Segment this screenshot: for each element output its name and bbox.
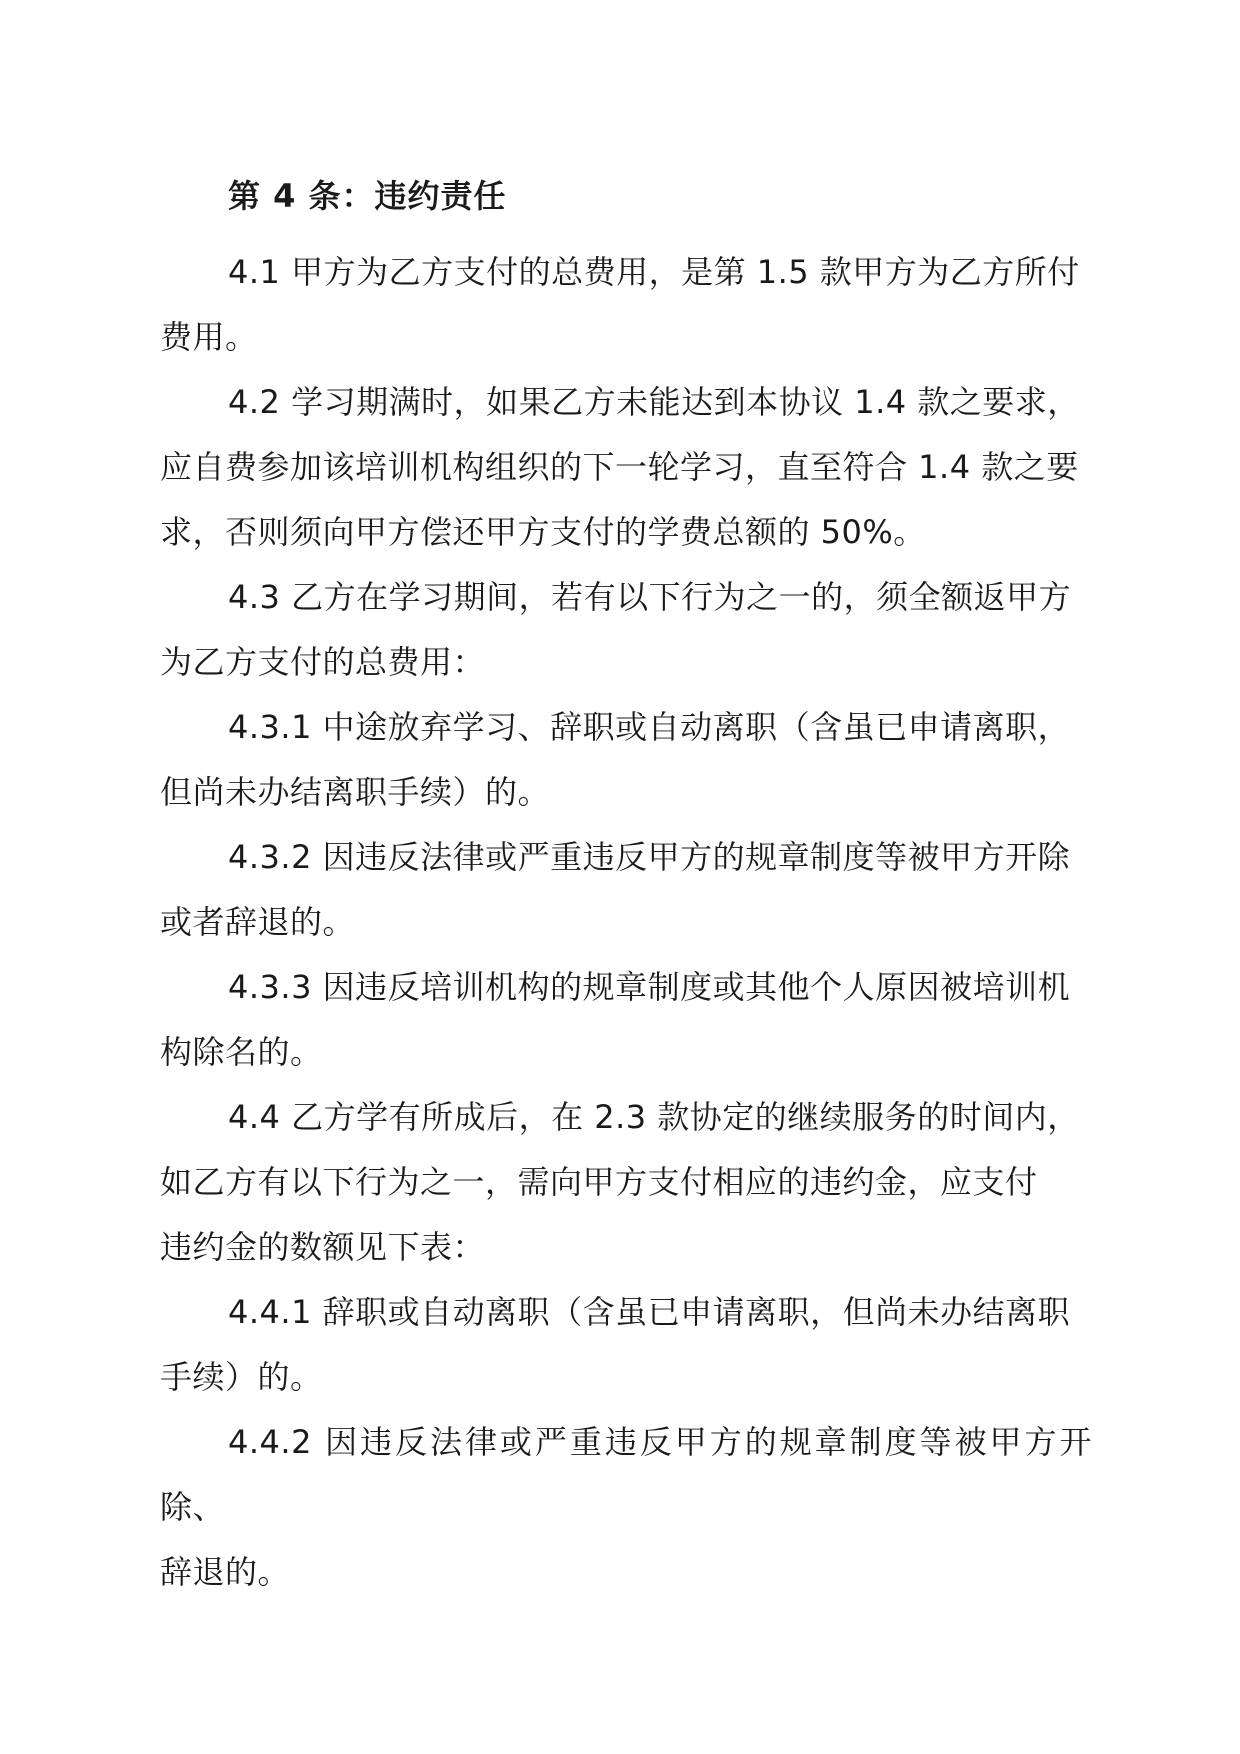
clause-4-2: 4.2 学习期满时，如果乙方未能达到本协议 1.4 款之要求， 应自费参加该培训机构组织的下一轮学习，直至符合 1.4 款之要 求，否则须向甲方偿还甲方支付的学费总额的 50%。 [160,383,1080,551]
clause-4-1: 4.1 甲方为乙方支付的总费用，是第 1.5 款甲方为乙方所付 费用。 [160,253,1080,356]
clause-4-3-2: 4.3.2 因违反法律或严重违反甲方的规章制度等被甲方开除 或者辞退的。 [160,838,1071,941]
clause-4-3-1: 4.3.1 中途放弃学习、辞职或自动离职（含虽已申请离职， 但尚未办结离职手续）的。 [160,708,1071,811]
clause-4-4: 4.4 乙方学有所成后，在 2.3 款协定的继续服务的时间内， 如乙方有以下行为之一，需向甲方支付相应的违约金，应支付 违约金的数额见下表： [160,1098,1080,1266]
clause-4-4-1: 4.4.1 辞职或自动离职（含虽已申请离职，但尚未办结离职 手续）的。 [160,1293,1071,1396]
document-page [160,172,1092,1605]
clause-4-3: 4.3 乙方在学习期间，若有以下行为之一的，须全额返甲方 为乙方支付的总费用： [160,578,1072,681]
clause-4-4-2: 4.4.2 因违反法律或严重违反甲方的规章制度等被甲方开除、 辞退的。 [160,1423,1092,1591]
clause-4-3-3: 4.3.3 因违反培训机构的规章制度或其他个人原因被培训机 构除名的。 [160,968,1071,1071]
section-heading: 第 4 条：违约责任 [228,177,507,215]
